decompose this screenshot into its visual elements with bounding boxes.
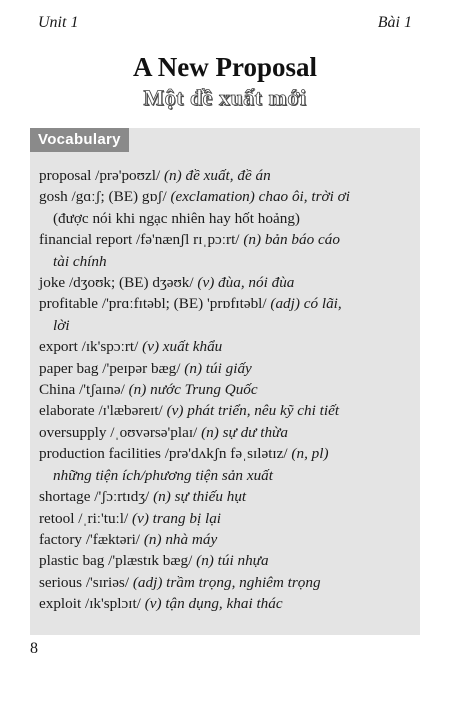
unit-label: Unit 1 — [38, 14, 79, 31]
entry-word: proposal — [39, 167, 92, 184]
entry-word: export — [39, 338, 78, 356]
entry-definition: (n, pl) — [291, 445, 329, 463]
entry-definition: (n) túi giấy — [184, 359, 252, 377]
entry-word: plastic bag — [39, 552, 105, 570]
entry-word: factory — [39, 530, 83, 548]
vocabulary-entry — [39, 336, 412, 357]
entry-pronunciation: /'prɑːfɪtəbl; (BE) 'prɒfɪtəbl/ — [98, 295, 271, 313]
vocabulary-panel — [30, 128, 420, 635]
entry-word: serious — [39, 573, 83, 591]
lesson-label: Bài 1 — [377, 14, 412, 31]
entry-pronunciation: /ɪk'spɔːrt/ — [77, 338, 143, 356]
vocabulary-entry — [39, 358, 412, 379]
entry-definition: (v) trang bị lại — [132, 509, 222, 527]
entry-word: joke — [39, 274, 66, 292]
entry-definition: (n) sự thiếu hụt — [153, 488, 247, 506]
entry-word: paper bag — [39, 359, 99, 377]
page-number: 8 — [30, 640, 38, 657]
entry-definition: (n) túi nhựa — [196, 552, 269, 570]
entry-definition: (exclamation) chao ôi, trời ơi — [170, 188, 350, 206]
entry-pronunciation: /prə'poʊzl/ — [91, 167, 164, 184]
vocabulary-entry — [39, 508, 412, 529]
entry-word: shortage — [39, 488, 91, 506]
entry-pronunciation: /prə'dʌkʃn fəˌsɪlətɪz/ — [160, 445, 292, 463]
entry-pronunciation: /'tʃaɪnə/ — [75, 381, 129, 399]
vocabulary-entry — [39, 379, 412, 400]
entry-word: elaborate — [39, 402, 95, 420]
entry-word: oversupply — [39, 423, 107, 441]
vocabulary-entry — [39, 529, 412, 550]
entry-definition: (v) xuất khẩu — [142, 338, 223, 356]
vocabulary-entry — [39, 443, 412, 464]
vocabulary-list — [39, 165, 412, 615]
entry-definition: (v) phát triển, nêu kỹ chi tiết — [166, 402, 340, 420]
entry-word: profitable — [39, 295, 99, 313]
entry-pronunciation: /gɑːʃ; (BE) gɒʃ/ — [67, 188, 171, 206]
entry-continuation: những tiện ích/phương tiện sản xuất — [53, 466, 273, 484]
vocabulary-entry — [39, 572, 412, 593]
entry-pronunciation: /'ʃɔːrtɪdʒ/ — [90, 488, 154, 506]
entry-continuation: lời — [53, 316, 70, 334]
entry-pronunciation: /ˌriː'tuːl/ — [74, 509, 133, 527]
title-block — [0, 52, 450, 111]
entry-definition: (n) đề xuất, đề án — [163, 167, 271, 184]
entry-continuation: (được nói khi ngạc nhiên hay hốt hoảng) — [53, 209, 300, 227]
entry-definition: (n) sự dư thừa — [201, 423, 288, 441]
entry-pronunciation: /'peɪpər bæg/ — [98, 359, 185, 377]
vocabulary-entry — [39, 293, 412, 314]
vocabulary-entry — [39, 272, 412, 293]
vocabulary-entry — [39, 186, 412, 207]
vocabulary-entry — [39, 486, 412, 507]
vocabulary-entry — [39, 593, 412, 614]
entry-definition: (adj) trầm trọng, nghiêm trọng — [132, 573, 321, 591]
entry-definition: (n) nhà máy — [143, 530, 218, 548]
entry-pronunciation: /ɪ'læbəreɪt/ — [94, 402, 167, 420]
vocabulary-entry — [39, 165, 412, 186]
page-header — [38, 14, 412, 32]
entry-definition: (v) tận dụng, khai thác — [144, 595, 283, 613]
entry-pronunciation: /ˌoʊvərsə'plaɪ/ — [106, 423, 202, 441]
vocabulary-entry — [39, 550, 412, 571]
entry-definition: (n) bản báo cáo — [243, 231, 340, 249]
entry-word: gosh — [39, 188, 68, 206]
entry-word: financial report — [39, 231, 133, 249]
entry-definition: (adj) có lãi, — [270, 295, 342, 313]
entry-word: exploit — [39, 595, 82, 613]
entry-pronunciation: /ɪk'splɔɪt/ — [81, 595, 145, 613]
entry-definition: (v) đùa, nói đùa — [197, 274, 295, 292]
entry-pronunciation: /'fæktəri/ — [82, 530, 144, 548]
entry-continuation: tài chính — [53, 252, 107, 270]
vocabulary-entry — [39, 400, 412, 421]
entry-pronunciation: /fə'nænʃl rɪˌpɔːrt/ — [132, 231, 244, 249]
entry-pronunciation: /'plæstɪk bæg/ — [104, 552, 197, 570]
entry-word: retool — [39, 509, 75, 527]
entry-definition: (n) nước Trung Quốc — [128, 381, 258, 399]
entry-word: China — [39, 381, 76, 399]
page-subtitle: Một đề xuất mới — [143, 85, 307, 110]
vocabulary-entry — [39, 229, 412, 250]
page-title: A New Proposal — [132, 52, 317, 82]
entry-pronunciation: /'sɪriəs/ — [82, 573, 133, 591]
entry-pronunciation: /dʒoʊk; (BE) dʒəʊk/ — [65, 274, 198, 292]
entry-word: production facilities — [39, 445, 161, 463]
vocabulary-entry — [39, 422, 412, 443]
vocabulary-heading: Vocabulary — [30, 128, 129, 152]
